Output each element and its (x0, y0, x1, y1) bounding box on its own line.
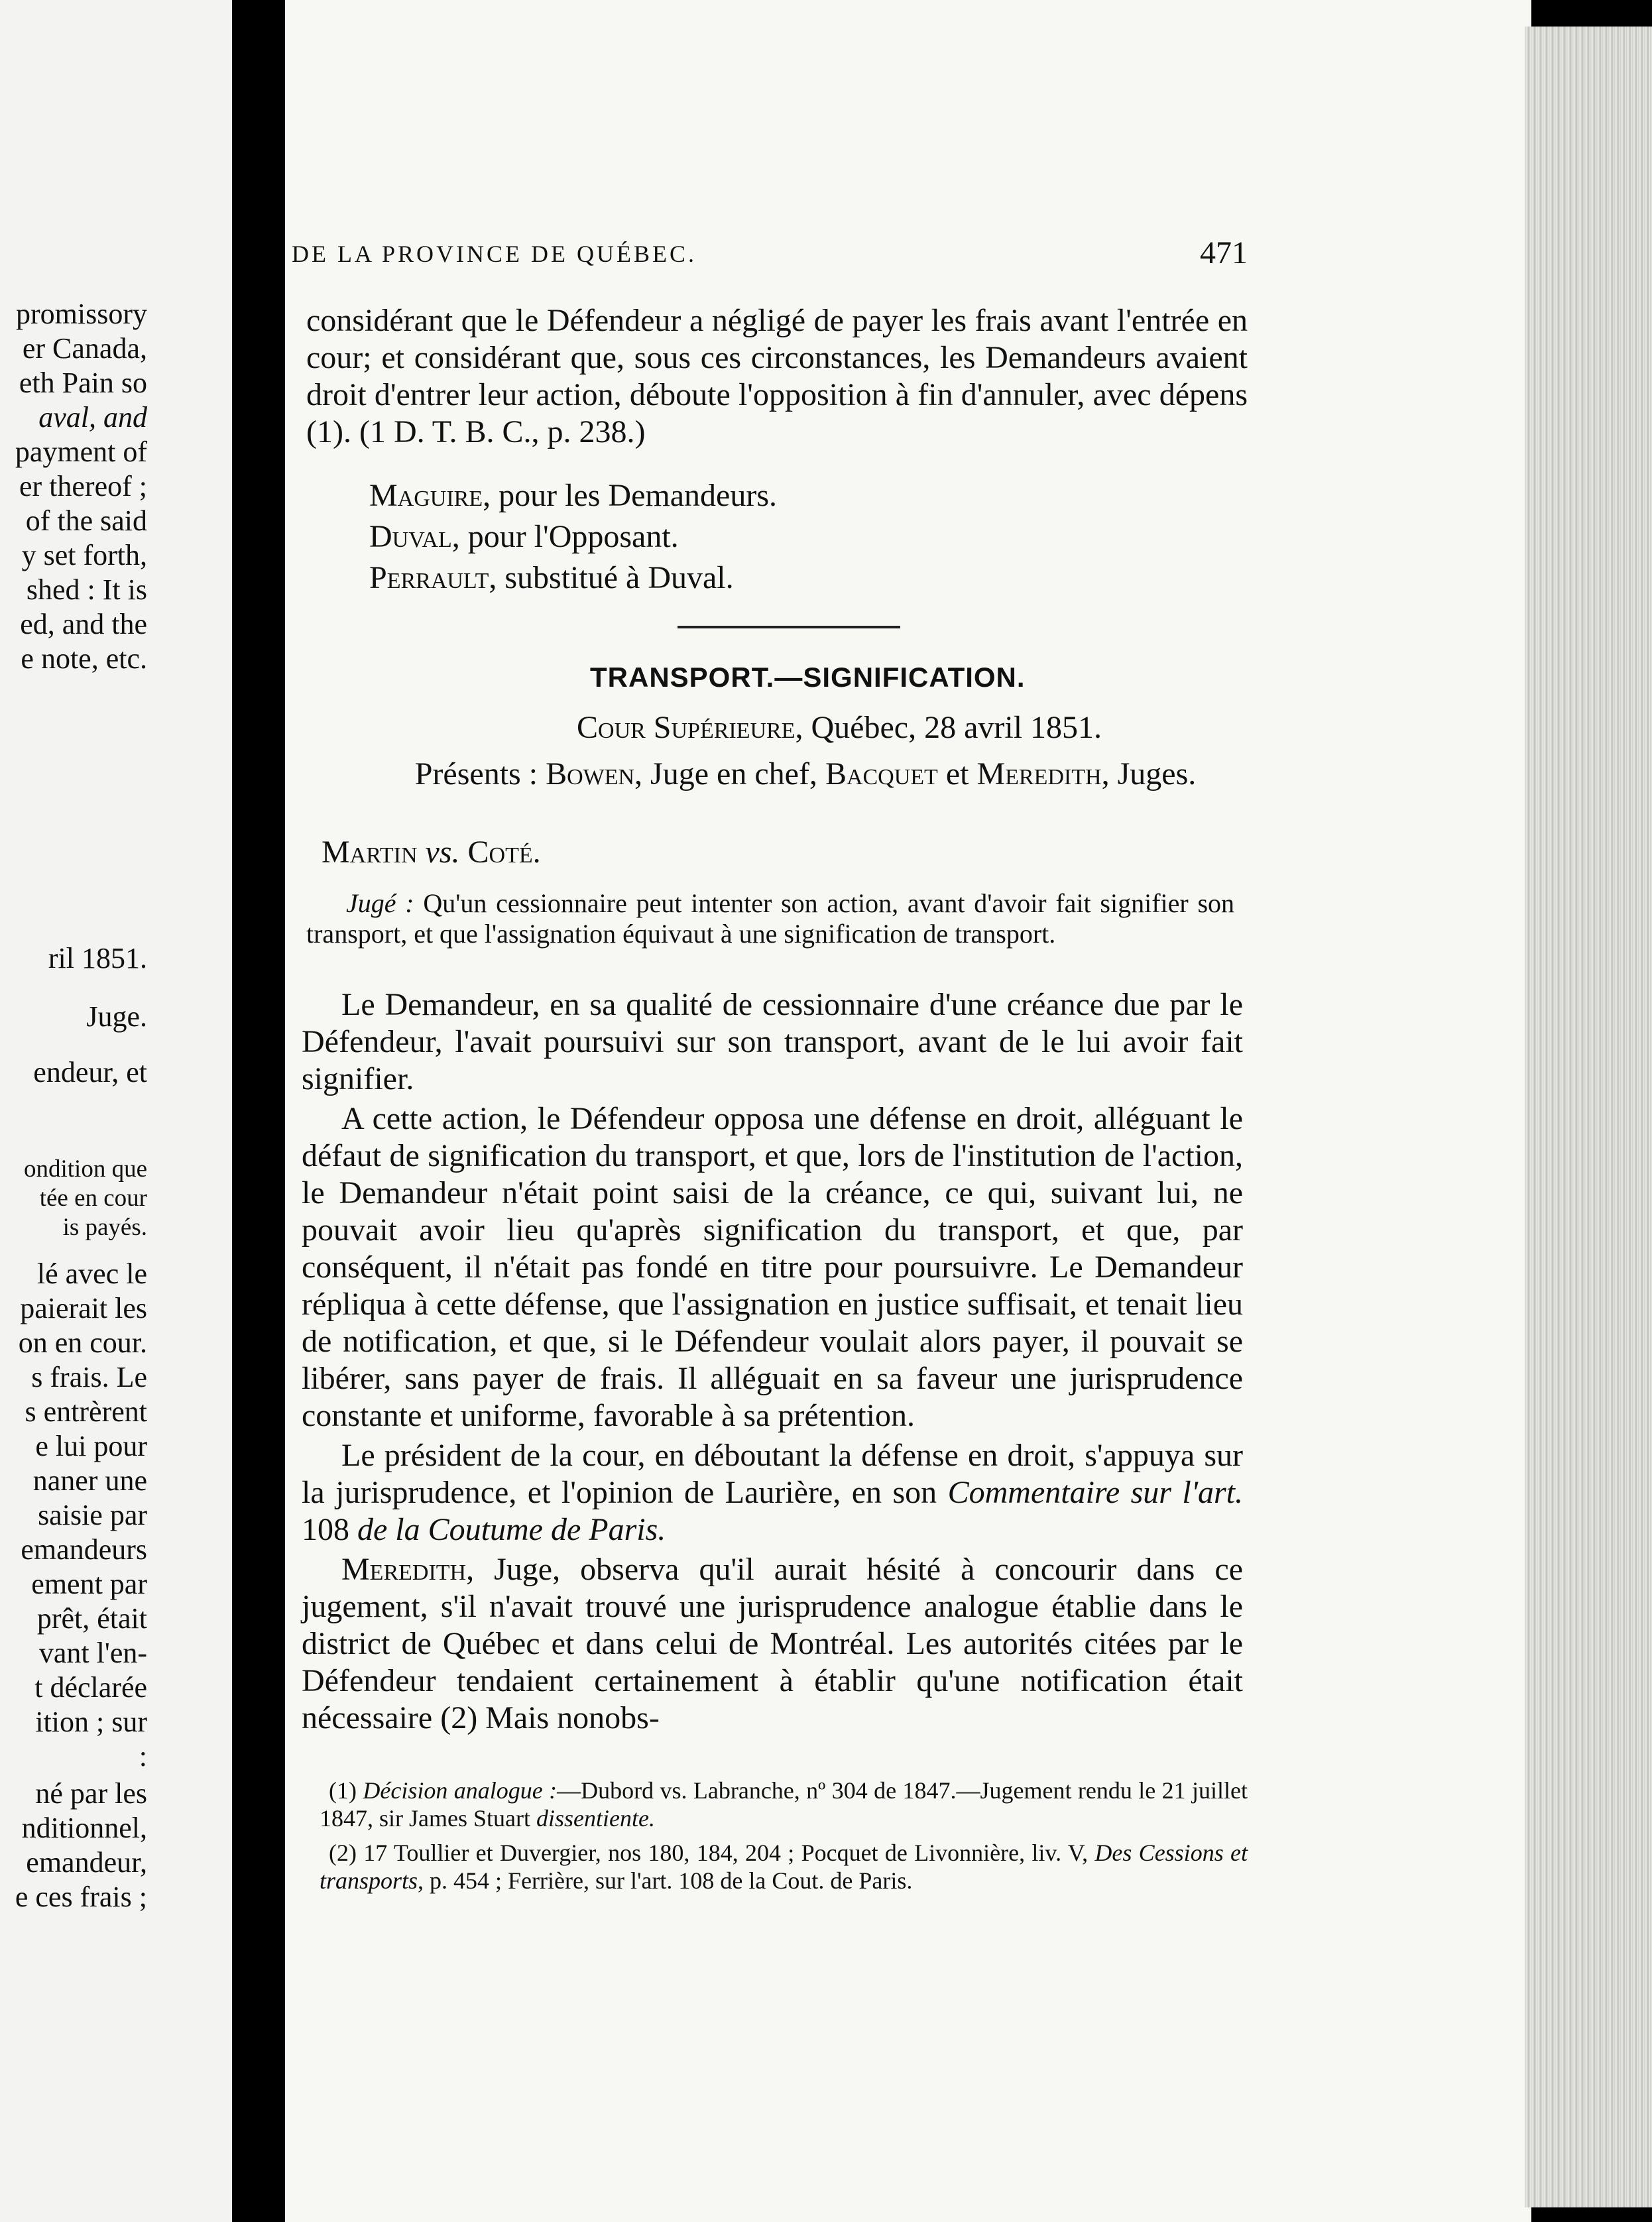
judge-name: Bowen (546, 756, 635, 791)
case-title (322, 834, 541, 870)
counsel-entry (306, 477, 1248, 514)
counsel-name: Duval (369, 519, 452, 554)
facing-line: emandeur, (26, 1846, 147, 1879)
section-divider (678, 626, 900, 628)
page-edges (1525, 27, 1652, 2207)
footnote-1 (320, 1777, 1248, 1832)
facing-line: promissory (16, 298, 147, 330)
counsel-entry (306, 518, 1248, 556)
running-head: DE LA PROVINCE DE QUÉBEC. (292, 241, 697, 267)
holding-text: Qu'un cessionnaire peut intenter son action, avant d'avoir fait signifier son transport, et que l'assignation équivaut à une signification de transport. (306, 888, 1235, 949)
facing-line: naner une (32, 1464, 147, 1497)
facing-line: payment of (15, 436, 147, 468)
judge-title: , Juge en chef, (634, 756, 825, 791)
paragraph-text: , Juge, observa qu'il aurait hésité à concourir dans ce jugement, s'il n'avait trouvé une jurisprudence analogue établie dans le district de Québec et dans celui de Montréal. Les autorités citées par le Défendeur tendaient certainement à établir qu'une notification était nécessaire (2) Mais nonobs- (302, 1552, 1243, 1735)
facing-line: s entrèrent (25, 1395, 147, 1428)
top-paragraph: considérant que le Défendeur a négligé de payer les frais avant l'entrée en cour; et considérant que, sous ces circonstances, les Demandeurs avaient droit d'entrer leur action, déboute l'opposition à fin d'annuler, avec dépens (1). (1 D. T. B. C., p. 238.) (306, 303, 1248, 449)
facing-page (0, 0, 232, 2222)
footnote-text: —Dubord vs. Labranche, nº 304 de 1847.—Jugement rendu le 21 juillet 1847, sir James Stuart (320, 1777, 1248, 1832)
counsel-name: Perrault (369, 560, 489, 595)
facing-line: lé avec le (36, 1257, 147, 1290)
facing-line: emandeurs (21, 1533, 147, 1566)
facing-line: of the said (25, 504, 147, 537)
facing-line: ed, and the (20, 608, 147, 640)
paragraph-italic: de la Coutume de Paris. (357, 1512, 666, 1547)
footnote-italic: Des Cessions et transports (320, 1840, 1248, 1894)
facing-line: : (139, 1740, 147, 1773)
facing-line: prêt, était (36, 1602, 147, 1635)
facing-line: vant l'en- (38, 1637, 147, 1669)
footnote-italic: Décision analogue : (363, 1777, 558, 1804)
facing-line: aval, and (38, 401, 147, 434)
facing-line: ement par (31, 1568, 147, 1600)
footnote-italic: dissentiente. (536, 1805, 655, 1832)
footnote-text: , p. 454 ; Ferrière, sur l'art. 108 de la Cout. de Paris. (418, 1867, 913, 1894)
paragraph-text: 108 (302, 1512, 357, 1547)
facing-line: e lui pour (35, 1430, 147, 1462)
judge-name: Meredith (341, 1552, 467, 1587)
facing-line: nditionnel, (21, 1812, 147, 1844)
facing-line: er Canada, (22, 332, 147, 365)
facing-line: endeur, et (33, 1056, 147, 1088)
presents-label: Présents : (414, 756, 546, 791)
counsel-role: , substitué à Duval. (489, 560, 734, 595)
holding-summary (306, 888, 1234, 949)
facing-line: is payés. (62, 1214, 147, 1241)
facing-line: Juge. (86, 1000, 147, 1033)
facing-line: tée en cour (39, 1185, 147, 1212)
court-name: Cour Supérieure (577, 710, 796, 745)
judge-name: Meredith (976, 756, 1102, 791)
facing-line: er thereof ; (19, 470, 147, 502)
facing-line: shed : It is (26, 573, 147, 606)
court-line (577, 709, 1102, 746)
footnote-text: (2) 17 Toullier et Duvergier, nos 180, 184, 204 ; Pocquet de Livonnière, liv. V, (329, 1840, 1095, 1866)
versus: vs. (417, 835, 468, 870)
counsel-role: , pour les Demandeurs. (483, 478, 777, 513)
judge-name: Bacquet (825, 756, 938, 791)
paragraph-meredith (302, 1551, 1243, 1737)
paragraph-italic: Commentaire sur l'art. (947, 1475, 1244, 1510)
footnote-mark: (1) (329, 1777, 363, 1804)
footnote-2 (320, 1839, 1248, 1895)
paragraph-president (302, 1437, 1243, 1549)
page-number: 471 (1200, 235, 1248, 270)
facing-line: ondition que (23, 1155, 147, 1183)
facing-line: e note, etc. (21, 642, 147, 675)
main-text (302, 986, 1243, 1739)
facing-line: t déclarée (34, 1671, 147, 1704)
book-gutter (232, 0, 285, 2222)
facing-line: paierait les (20, 1292, 147, 1324)
counsel-list (306, 477, 1248, 597)
counsel-entry (306, 559, 1248, 597)
paragraph: Le Demandeur, en sa qualité de cessionnaire d'une créance due par le Défendeur, l'avait poursuivi sur son transport, avant de le lui avoir fait signifier. (302, 987, 1243, 1096)
section-title: TRANSPORT.—SIGNIFICATION. (590, 662, 1026, 693)
counsel-role: , pour l'Opposant. (451, 519, 679, 554)
facing-line: s frais. Le (31, 1361, 147, 1393)
conjunction: et (937, 756, 977, 791)
court-place-date: , Québec, 28 avril 1851. (795, 710, 1102, 745)
paragraph: A cette action, le Défendeur opposa une défense en droit, alléguant le défaut de signification du transport, et que, lors de l'institution de l'action, le Demandeur n'était point saisi de la créance, ce qui, suivant lui, ne pouvait avoir lieu qu'après signification du transport, et que, par conséquent, il n'était pas fondé en titre pour poursuivre. Le Demandeur répliqua à cette défense, que l'assignation en justice suffisait, et tenait lieu de notification, et que, si le Défendeur voulait alors payer, il pouvait se libérer, sans payer de frais. Il alléguait en sa faveur une jurisprudence constante et uniforme, favorable à sa prétention. (302, 1101, 1243, 1433)
facing-line: on en cour. (18, 1326, 147, 1359)
facing-line: ition ; sur (35, 1706, 147, 1738)
holding-label: Jugé : (346, 888, 414, 918)
facing-line: saisie par (38, 1499, 147, 1531)
facing-line: y set forth, (21, 539, 147, 571)
counsel-name: Maguire (369, 478, 483, 513)
paragraph-text: Le président de la cour, en déboutant la défense en droit, s'appuya sur la jurisprudence, et l'opinion de Laurière, en son (302, 1438, 1243, 1510)
facing-line: né par les (35, 1777, 147, 1810)
footnotes (320, 1777, 1248, 1901)
judges-present (361, 756, 1250, 793)
plaintiff: Martin (322, 835, 418, 870)
defendant: Coté. (467, 835, 541, 870)
facing-line: ril 1851. (48, 942, 147, 974)
facing-line: e ces frais ; (15, 1881, 147, 1913)
facing-line: eth Pain so (19, 367, 147, 399)
judges-title: , Juges. (1101, 756, 1197, 791)
